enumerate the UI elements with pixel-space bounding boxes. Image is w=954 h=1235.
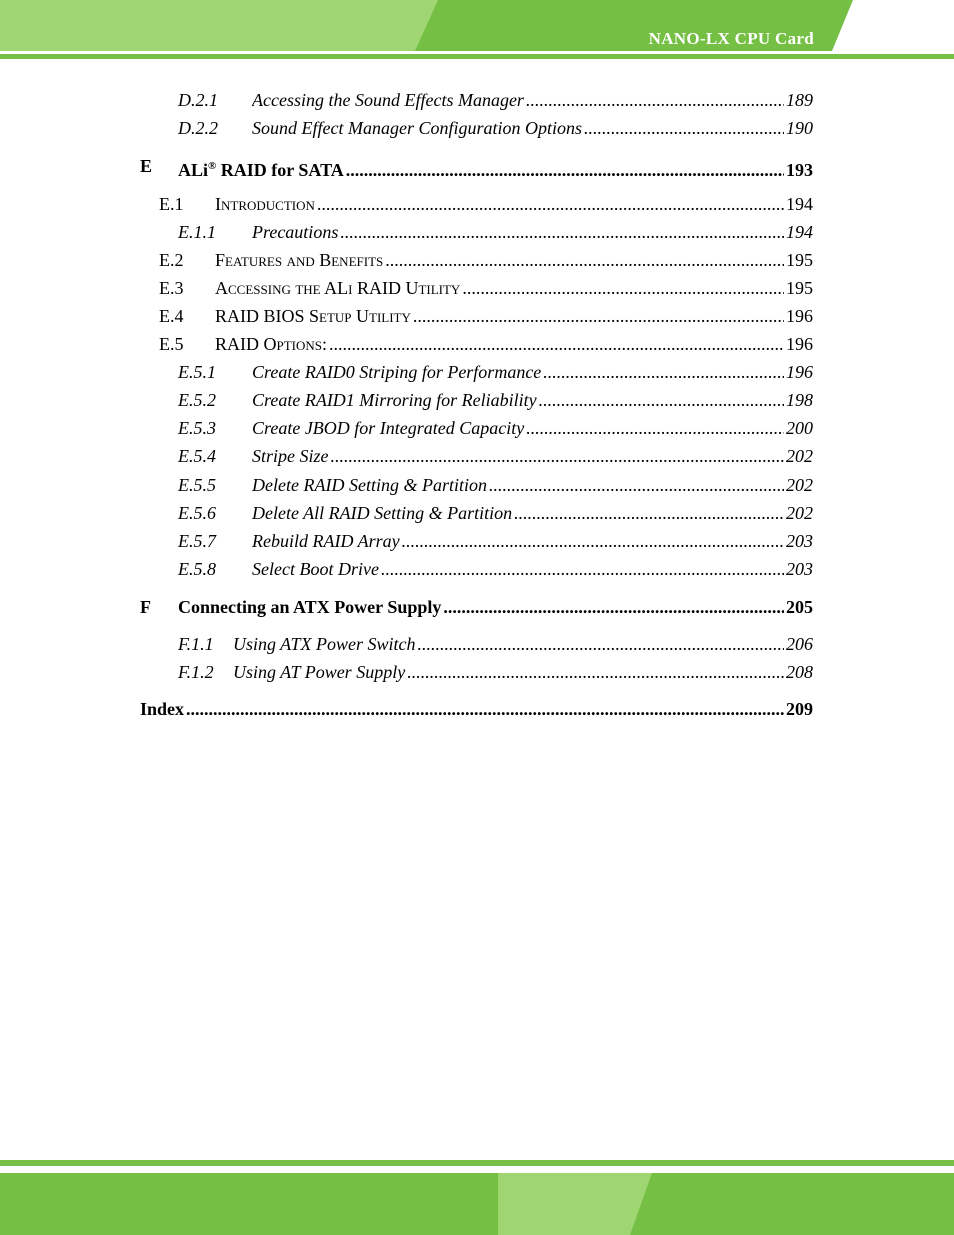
toc-page: 208 bbox=[786, 662, 813, 682]
toc-entry-e-5-6[interactable] bbox=[140, 501, 813, 525]
toc-entry-f-1-2[interactable] bbox=[140, 660, 813, 684]
toc-title-line bbox=[252, 416, 813, 440]
toc-title-line bbox=[252, 473, 813, 497]
toc-entry-e-4[interactable] bbox=[140, 304, 813, 328]
toc-page: 205 bbox=[786, 597, 813, 617]
toc-page: 202 bbox=[786, 446, 813, 466]
toc-entry-e[interactable] bbox=[140, 154, 813, 178]
toc-entry-f[interactable] bbox=[140, 595, 813, 619]
toc-title: Features and Benefits bbox=[215, 250, 384, 270]
toc-page: 202 bbox=[786, 475, 813, 495]
toc-number: E.5.4 bbox=[178, 446, 216, 466]
toc-title: Delete RAID Setting & Partition bbox=[252, 475, 487, 495]
toc-title: Precautions bbox=[252, 222, 339, 242]
toc-title: Select Boot Drive bbox=[252, 559, 379, 579]
toc-number: E.5.1 bbox=[178, 362, 216, 382]
toc-page: 196 bbox=[786, 306, 813, 326]
toc-title-line bbox=[252, 501, 813, 525]
toc-title-line bbox=[140, 697, 813, 721]
toc-title-line bbox=[252, 388, 813, 412]
toc-title: Connecting an ATX Power Supply bbox=[178, 597, 442, 617]
toc-page: 209 bbox=[786, 699, 813, 719]
toc-title: Create RAID1 Mirroring for Reliability bbox=[252, 390, 537, 410]
toc-entry-e-5-4[interactable] bbox=[140, 444, 813, 468]
toc-entry-index[interactable] bbox=[140, 697, 813, 721]
toc-title: Create RAID0 Striping for Performance bbox=[252, 362, 542, 382]
toc-number: E.5.8 bbox=[178, 559, 216, 579]
toc-title: Sound Effect Manager Configuration Options bbox=[252, 118, 582, 138]
toc-entry-e-5-5[interactable] bbox=[140, 473, 813, 497]
dot-leader bbox=[346, 158, 784, 182]
toc-title-prefix: ALi bbox=[178, 160, 209, 180]
dot-leader bbox=[539, 388, 784, 412]
toc-number: E bbox=[140, 156, 153, 176]
toc-page: 190 bbox=[786, 118, 813, 138]
footer-graphic bbox=[0, 1158, 954, 1235]
dot-leader bbox=[385, 248, 784, 272]
toc-title-line bbox=[252, 360, 813, 384]
toc-title-line bbox=[215, 192, 813, 216]
dot-leader bbox=[543, 360, 784, 384]
dot-leader bbox=[413, 304, 784, 328]
dot-leader bbox=[402, 529, 784, 553]
toc-title-line bbox=[215, 332, 813, 356]
toc-number: E.1 bbox=[159, 194, 184, 214]
dot-leader bbox=[331, 444, 785, 468]
toc-page: 200 bbox=[786, 418, 813, 438]
toc-number: E.2 bbox=[159, 250, 184, 270]
toc-title: Using AT Power Supply bbox=[233, 662, 406, 682]
toc-title: Using ATX Power Switch bbox=[233, 634, 416, 654]
dot-leader bbox=[381, 557, 784, 581]
toc-title: Accessing the Sound Effects Manager bbox=[252, 90, 524, 110]
toc-number: E.5.2 bbox=[178, 390, 216, 410]
toc-title-line bbox=[252, 529, 813, 553]
dot-leader bbox=[489, 473, 784, 497]
toc-title-line bbox=[215, 276, 813, 300]
toc-number: E.1.1 bbox=[178, 222, 216, 242]
toc-title-line bbox=[252, 220, 813, 244]
toc-entry-f-1-1[interactable] bbox=[140, 632, 813, 656]
toc-page: 196 bbox=[786, 362, 813, 382]
dot-leader bbox=[317, 192, 784, 216]
toc-entry-e-5-2[interactable] bbox=[140, 388, 813, 412]
toc-title-line bbox=[215, 248, 813, 272]
dot-leader bbox=[526, 88, 784, 112]
toc-title-line bbox=[215, 304, 813, 328]
page-header bbox=[0, 0, 954, 60]
dot-leader bbox=[418, 632, 784, 656]
toc-entry-e-2[interactable] bbox=[140, 248, 813, 272]
toc-entry-d-2-1[interactable] bbox=[140, 88, 813, 112]
dot-leader bbox=[340, 220, 784, 244]
toc-page: 203 bbox=[786, 559, 813, 579]
toc-title-line bbox=[233, 632, 813, 656]
toc-number: E.5.5 bbox=[178, 475, 216, 495]
toc-entry-e-5[interactable] bbox=[140, 332, 813, 356]
toc-page: 193 bbox=[786, 160, 813, 180]
dot-leader bbox=[329, 332, 784, 356]
toc-page: 194 bbox=[786, 222, 813, 242]
dot-leader bbox=[443, 595, 784, 619]
dot-leader bbox=[584, 116, 784, 140]
toc-title-line bbox=[233, 660, 813, 684]
toc-title bbox=[178, 154, 344, 182]
toc-title: Stripe Size bbox=[252, 446, 329, 466]
toc-entry-e-5-3[interactable] bbox=[140, 416, 813, 440]
toc-number: E.5.3 bbox=[178, 418, 216, 438]
toc-entry-e-1[interactable] bbox=[140, 192, 813, 216]
toc-number: F bbox=[140, 597, 151, 617]
toc-entry-e-5-1[interactable] bbox=[140, 360, 813, 384]
toc-page: 206 bbox=[786, 634, 813, 654]
toc-entry-e-1-1[interactable] bbox=[140, 220, 813, 244]
toc-entry-e-5-7[interactable] bbox=[140, 529, 813, 553]
dot-leader bbox=[462, 276, 784, 300]
toc-title: Create JBOD for Integrated Capacity bbox=[252, 418, 525, 438]
toc-number: E.5.7 bbox=[178, 531, 216, 551]
dot-leader bbox=[186, 697, 784, 721]
toc-number: D.2.2 bbox=[178, 118, 218, 138]
toc-title: RAID Options: bbox=[215, 334, 328, 354]
toc-entry-e-3[interactable] bbox=[140, 276, 813, 300]
toc-page: 189 bbox=[786, 90, 813, 110]
toc-title: Delete All RAID Setting & Partition bbox=[252, 503, 513, 523]
toc-title-line bbox=[252, 88, 813, 112]
toc-title-line bbox=[178, 595, 813, 619]
toc-number: E.5.6 bbox=[178, 503, 216, 523]
toc-title: Introduction bbox=[215, 194, 315, 214]
toc-number: E.5 bbox=[159, 334, 184, 354]
document-title: NANO-LX CPU Card bbox=[648, 29, 814, 48]
toc-number: E.4 bbox=[159, 306, 184, 326]
toc-title: Accessing the ALi RAID Utility bbox=[215, 278, 461, 298]
toc-page: 194 bbox=[786, 194, 813, 214]
dot-leader bbox=[407, 660, 784, 684]
toc-page: 203 bbox=[786, 531, 813, 551]
toc-title: Index bbox=[140, 699, 185, 719]
toc-page: 195 bbox=[786, 250, 813, 270]
toc-page: 196 bbox=[786, 334, 813, 354]
dot-leader bbox=[514, 501, 784, 525]
toc-title-line bbox=[252, 116, 813, 140]
toc-number: D.2.1 bbox=[178, 90, 218, 110]
dot-leader bbox=[526, 416, 784, 440]
toc-page: 198 bbox=[786, 390, 813, 410]
toc-page: 202 bbox=[786, 503, 813, 523]
toc-title: Rebuild RAID Array bbox=[252, 531, 400, 551]
toc-title-line bbox=[178, 154, 813, 182]
toc-number: F.1.2 bbox=[178, 662, 214, 682]
toc-number: E.3 bbox=[159, 278, 184, 298]
toc-title: RAID BIOS Setup Utility bbox=[215, 306, 411, 326]
toc-page: 195 bbox=[786, 278, 813, 298]
toc-number: F.1.1 bbox=[178, 634, 214, 654]
registered-mark: ® bbox=[208, 160, 217, 172]
toc-entry-d-2-2[interactable] bbox=[140, 116, 813, 140]
page-footer bbox=[0, 1158, 954, 1235]
toc-title-rest: RAID for SATA bbox=[216, 160, 344, 180]
toc-title-line bbox=[252, 444, 813, 468]
toc-entry-e-5-8[interactable] bbox=[140, 557, 813, 581]
toc-title-line bbox=[252, 557, 813, 581]
